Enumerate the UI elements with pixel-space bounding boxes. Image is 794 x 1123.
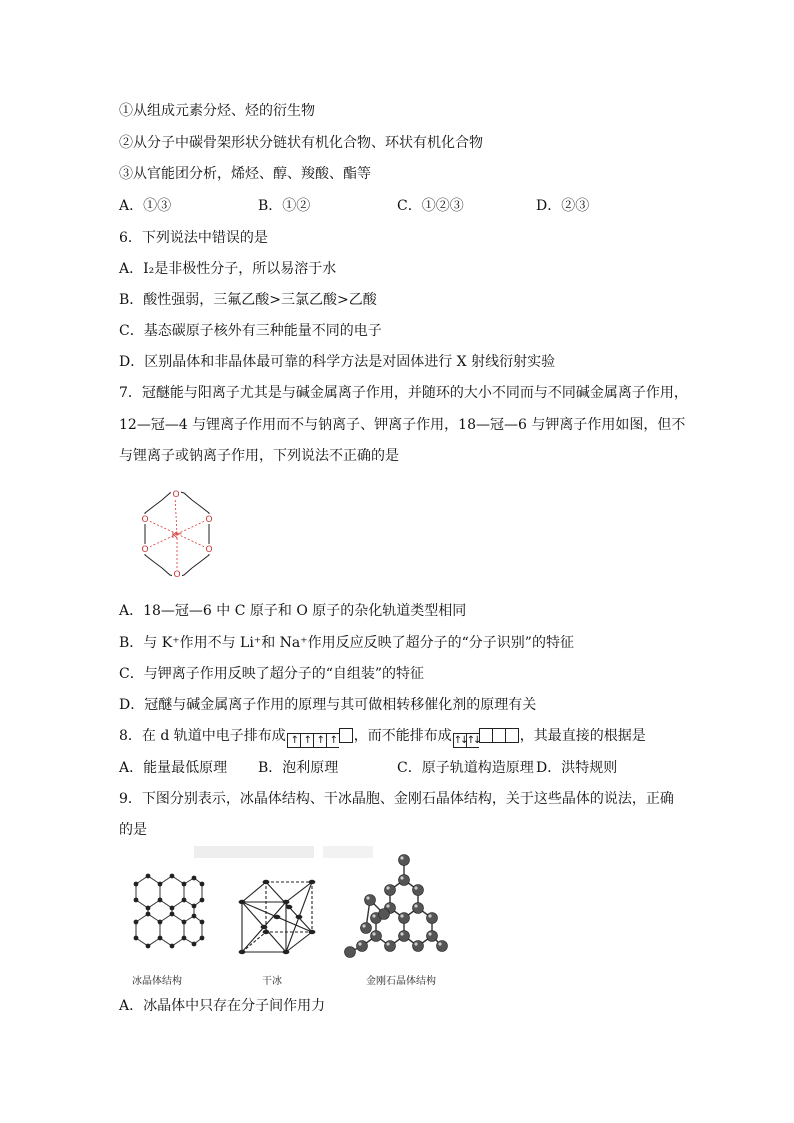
q8-stem-mid: ，而不能排布成 — [353, 728, 452, 744]
caption-diamond: 金刚石晶体结构 — [366, 976, 436, 987]
orbital-diagram-correct — [287, 728, 353, 749]
q8-option-b: B．泡利原理 — [258, 760, 339, 776]
q7-option-d: D．冠醚与碱金属离子作用的原理与其可做相转移催化剂的原理有关 — [119, 697, 537, 713]
q7-stem-line-2: 12—冠—4 与锂离子作用而不与钠离子、钾离子作用，18—冠—6 与钾离子作用如图，但不 — [119, 417, 686, 433]
q8-option-d: D．洪特规则 — [536, 760, 618, 776]
q5-option-a: A．①③ — [119, 198, 172, 214]
orbital-box — [339, 728, 353, 743]
q8-stem-post: ，其最直接的根据是 — [519, 728, 646, 744]
crown-ether-figure — [128, 488, 226, 580]
orbital-box: ↑ — [287, 733, 300, 748]
q7-stem-line-1: 7．冠醚能与阳离子尤其是与碱金属离子作用，并随环的大小不同而与不同碱金属离子作用， — [119, 385, 688, 401]
orbital-box: ↑ — [326, 733, 339, 748]
dry-ice-figure — [236, 876, 320, 958]
q9-stem-line-1: 9．下图分别表示，冰晶体结构、干冰晶胞、金刚石晶体结构，关于这些晶体的说法，正确 — [119, 791, 674, 807]
q6-option-a: A．I₂是非极性分子，所以易溶于水 — [119, 261, 337, 277]
intro-item-2: ②从分子中碳骨架形状分链状有机化合物、环状有机化合物 — [119, 135, 483, 151]
orbital-box — [505, 728, 519, 743]
orbital-box: ↑↓ — [453, 735, 467, 746]
q6-option-b: B．酸性强弱，三氟乙酸>三氯乙酸>乙酸 — [119, 292, 377, 308]
q6-option-c: C．基态碳原子核外有三种能量不同的电子 — [119, 323, 382, 339]
crown-oxygen-label: O — [141, 545, 149, 555]
crown-oxygen-label: O — [172, 490, 180, 500]
caption-dry-ice: 干冰 — [262, 976, 282, 987]
q7-option-b: B．与 K⁺作用不与 Li⁺和 Na⁺作用反应反映了超分子的“分子识别”的特征 — [119, 635, 574, 651]
orbital-box: ↑↓ — [466, 735, 480, 746]
orbital-diagram-incorrect — [453, 728, 519, 749]
orbital-box — [492, 728, 505, 743]
intro-item-3: ③从官能团分析，烯烃、醇、羧酸、酯等 — [119, 166, 371, 182]
crown-oxygen-label: O — [205, 515, 213, 525]
q7-option-c: C．与钾离子作用反映了超分子的“自组装”的特征 — [119, 666, 425, 682]
q7-option-a: A．18—冠—6 中 C 原子和 O 原子的杂化轨道类型相同 — [119, 603, 467, 619]
q5-option-d: D．②③ — [536, 198, 590, 214]
crown-oxygen-label: O — [173, 570, 181, 580]
q6-stem: 6．下列说法中错误的是 — [119, 230, 268, 246]
intro-item-1: ①从组成元素分烃、烃的衍生物 — [119, 103, 315, 119]
q6-option-d: D．区别晶体和非晶体最可靠的科学方法是对固体进行 X 射线衍射实验 — [119, 354, 556, 370]
q7-stem-line-3: 与锂离子或钠离子作用，下列说法不正确的是 — [119, 448, 399, 464]
orbital-box: ↑ — [300, 733, 313, 748]
q9-stem-line-2: 的是 — [119, 822, 147, 838]
caption-ice: 冰晶体结构 — [132, 976, 182, 987]
q8-option-c: C．原子轨道构造原理 — [397, 760, 534, 776]
q5-option-c: C．①②③ — [397, 198, 464, 214]
scan-noise — [194, 846, 314, 858]
orbital-box: ↑ — [313, 733, 326, 748]
potassium-ion-label: K⁺ — [171, 531, 183, 541]
q9-option-a: A．冰晶体中只存在分子间作用力 — [119, 998, 326, 1014]
q8-option-a: A．能量最低原理 — [119, 760, 228, 776]
ice-structure-figure — [128, 870, 208, 958]
diamond-structure-figure — [340, 852, 450, 962]
q8-stem — [119, 726, 646, 749]
orbital-box — [479, 728, 492, 743]
q5-option-b: B．①② — [258, 198, 311, 214]
q8-stem-pre: 8．在 d 轨道中电子排布成 — [119, 728, 286, 744]
crown-oxygen-label: O — [141, 515, 149, 525]
crown-oxygen-label: O — [205, 545, 213, 555]
